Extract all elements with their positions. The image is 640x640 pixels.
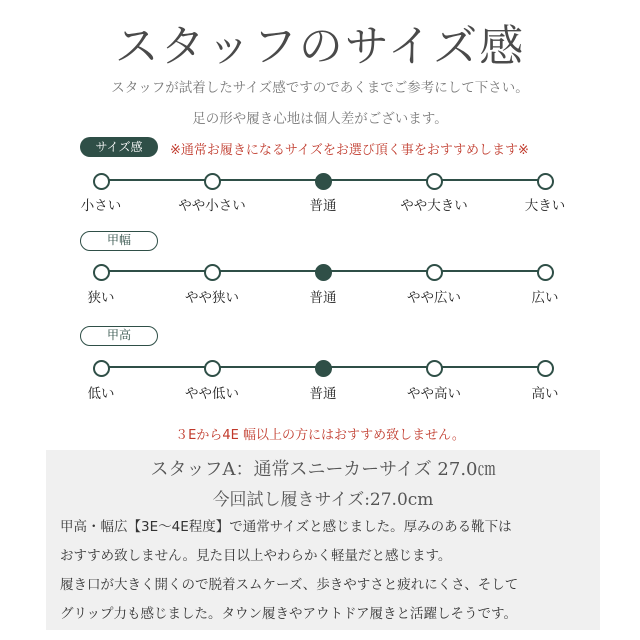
staff-usual-size: スタッフA：通常スニーカーサイズ 27.0㎝	[150, 459, 496, 480]
instep-width-dot-0	[93, 264, 110, 281]
instep-width-dot-1	[204, 264, 221, 281]
instep-height-dot-3	[426, 360, 443, 377]
subtitle-individual-difference: 足の形や履き心地は個人差がございます。	[192, 111, 448, 127]
instep-height-label: 高い	[531, 386, 559, 402]
instep-width-label: 狭い	[87, 290, 115, 306]
page-title: スタッフのサイズ感	[114, 21, 526, 72]
size-feel-dot-2	[315, 173, 332, 190]
instep-width-dot-3	[426, 264, 443, 281]
instep-width-label: 広い	[531, 290, 559, 306]
instep-width-dot-2	[315, 264, 332, 281]
instep-width-dot-4	[537, 264, 554, 281]
staff-comment-line: グリップ力も感じました。タウン履きやアウトドア履きと活躍しそうです。	[60, 606, 517, 622]
instep-height-label: やや低い	[185, 386, 239, 402]
staff-comment-line: おすすめ致しません。見た目以上やわらかく軽量だと感じます。	[60, 548, 452, 564]
size-feel-label: やや大きい	[400, 198, 468, 214]
size-feel-label: やや小さい	[178, 198, 246, 214]
instep-height-dot-1	[204, 360, 221, 377]
instep-height-badge: 甲高	[80, 326, 158, 346]
staff-info-box	[46, 450, 600, 630]
instep-width-label: やや狭い	[185, 290, 239, 306]
subtitle-disclaimer: スタッフが試着したサイズ感ですのであくまでご参考にして下さい。	[111, 80, 529, 96]
instep-height-dot-0	[93, 360, 110, 377]
size-feel-dot-0	[93, 173, 110, 190]
instep-width-badge: 甲幅	[80, 231, 158, 251]
size-feel-dot-3	[426, 173, 443, 190]
staff-comment-line: 甲高・幅広【3E～4E程度】で通常サイズと感じました。厚みのある靴下は	[60, 519, 512, 535]
size-feel-label: 普通	[309, 198, 337, 214]
size-feel-label: 大きい	[524, 198, 566, 214]
size-feel-badge: サイズ感	[80, 137, 158, 157]
width-warning-note: ３Eから4E 幅以上の方にはおすすめ致しません。	[175, 428, 465, 443]
instep-height-label: 低い	[87, 386, 115, 402]
instep-width-label: 普通	[309, 290, 337, 306]
size-feel-dot-4	[537, 173, 554, 190]
size-feel-label: 小さい	[80, 198, 122, 214]
instep-height-label: 普通	[309, 386, 337, 402]
staff-comment-line: 履き口が大きく開くので脱着スムケーズ、歩きやすさと疲れにくさ、そして	[60, 577, 519, 593]
size-recommendation-warning: ※通常お履きになるサイズをお選び頂く事をおすすめします※	[170, 143, 529, 158]
staff-trial-size: 今回試し履きサイズ:27.0cm	[212, 490, 434, 510]
instep-width-label: やや広い	[407, 290, 461, 306]
instep-height-label: やや高い	[407, 386, 461, 402]
instep-height-dot-2	[315, 360, 332, 377]
size-feel-dot-1	[204, 173, 221, 190]
instep-height-dot-4	[537, 360, 554, 377]
